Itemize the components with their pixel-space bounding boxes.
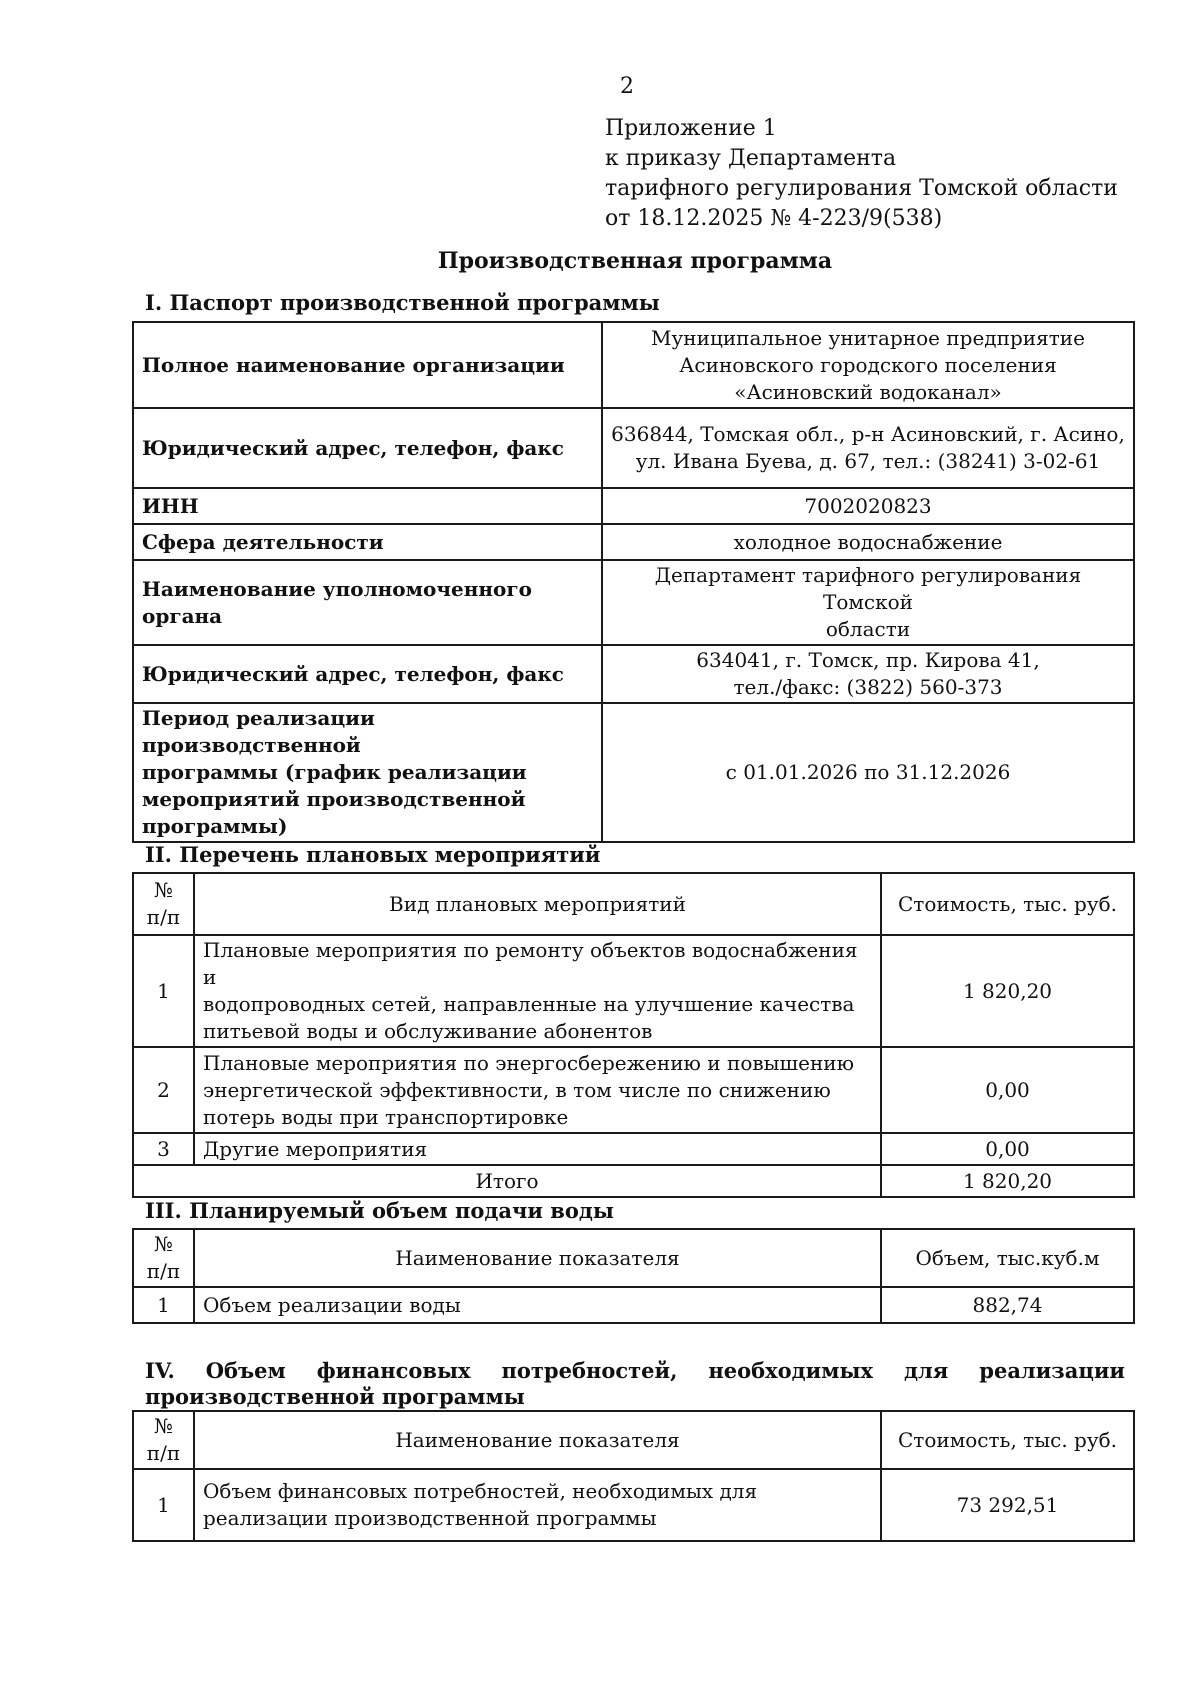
table-row: [133, 488, 1134, 524]
column-header-cost: Стоимость, тыс. руб.: [881, 1411, 1134, 1469]
value-line: области: [825, 617, 911, 641]
table-row: [133, 935, 1134, 1047]
row-cost: 0,00: [881, 1047, 1134, 1133]
name-line: водопроводных сетей, направленные на улучшение качества: [203, 992, 855, 1016]
row-label: ИНН: [133, 488, 602, 524]
header-line: №: [154, 878, 173, 902]
row-name: [194, 935, 881, 1047]
row-value: [602, 524, 1134, 560]
row-name: [194, 1047, 881, 1133]
table-row: [133, 1469, 1134, 1541]
table-header-row: [133, 873, 1134, 935]
name-line: реализации производственной программы: [203, 1506, 657, 1530]
table-row: [133, 560, 1134, 645]
label-line: программы): [142, 814, 288, 838]
measures-table: [132, 872, 1135, 1198]
value-line: 7002020823: [804, 493, 932, 518]
table-header-row: [133, 1229, 1134, 1287]
row-label: Сфера деятельности: [133, 524, 602, 560]
table-total-row: [133, 1165, 1134, 1197]
header-line: №: [154, 1232, 173, 1256]
table-row: [133, 408, 1134, 488]
section-heading-measures: II. Перечень плановых мероприятий: [145, 842, 601, 867]
value-line: тел./факс: (3822) 560-373: [733, 675, 1003, 699]
column-header-cost: Стоимость, тыс. руб.: [881, 873, 1134, 935]
table-row: [133, 1287, 1134, 1323]
row-number: 1: [133, 935, 194, 1047]
column-header-number: [133, 1411, 194, 1469]
name-line: Плановые мероприятия по энергосбережению и повышению: [203, 1050, 855, 1075]
page-number: 2: [620, 74, 634, 99]
column-header-name: Наименование показателя: [194, 1229, 881, 1287]
row-number: 1: [133, 1287, 194, 1323]
row-number: 2: [133, 1047, 194, 1133]
financial-needs-table: [132, 1410, 1135, 1542]
value-line: с 01.01.2026 по 31.12.2026: [725, 760, 1011, 784]
row-name: [194, 1469, 881, 1541]
row-value: [602, 560, 1134, 645]
name-line: Другие мероприятия: [203, 1136, 428, 1161]
table-row: [133, 645, 1134, 703]
row-label: Юридический адрес, телефон, факс: [133, 408, 602, 488]
row-value: [602, 408, 1134, 488]
table-row: [133, 1133, 1134, 1165]
appendix-line: от 18.12.2025 № 4-223/9(538): [605, 206, 943, 231]
column-header-number: [133, 873, 194, 935]
label-line: мероприятий производственной: [142, 787, 526, 811]
row-value: [602, 703, 1134, 842]
name-line: питьевой воды и обслуживание абонентов: [203, 1019, 653, 1043]
row-value: [602, 322, 1134, 408]
row-name: Объем реализации воды: [194, 1287, 881, 1323]
section-heading-water-volume: III. Планируемый объем подачи воды: [145, 1198, 614, 1223]
row-number: 1: [133, 1469, 194, 1541]
row-label: Юридический адрес, телефон, факс: [133, 645, 602, 703]
value-line: 636844, Томская обл., р-н Асиновский, г. Асино,: [611, 422, 1125, 446]
column-header-name: Вид плановых мероприятий: [194, 873, 881, 935]
table-header-row: [133, 1411, 1134, 1469]
row-volume: 882,74: [881, 1287, 1134, 1323]
row-value: [602, 645, 1134, 703]
row-label: Полное наименование организации: [133, 322, 602, 408]
table-row: [133, 1047, 1134, 1133]
appendix-line: к приказу Департамента: [605, 146, 897, 171]
name-line: энергетической эффективности, в том числе по снижению: [203, 1077, 831, 1102]
label-line: Период реализации производственной: [142, 706, 375, 757]
row-cost: 1 820,20: [881, 935, 1134, 1047]
appendix-line: Приложение 1: [605, 116, 777, 141]
header-line: п/п: [146, 1441, 181, 1465]
document-title: Производственная программа: [437, 248, 833, 274]
value-line: ул. Ивана Буева, д. 67, тел.: (38241) 3-02-61: [635, 449, 1101, 473]
value-line: Асиновского городского поселения: [679, 352, 1057, 377]
row-label: [133, 703, 602, 842]
total-cost: 1 820,20: [881, 1165, 1134, 1197]
value-line: холодное водоснабжение: [733, 529, 1003, 554]
value-line: 634041, г. Томск, пр. Кирова 41,: [696, 648, 1040, 672]
header-line: №: [154, 1414, 173, 1438]
total-label: Итого: [133, 1165, 881, 1197]
row-label: Наименование уполномоченного органа: [133, 560, 602, 645]
column-header-volume: Объем, тыс.куб.м: [881, 1229, 1134, 1287]
section-heading-passport: I. Паспорт производственной программы: [145, 290, 660, 315]
name-line: Плановые мероприятия по ремонту объектов водоснабжения и: [203, 938, 858, 989]
row-cost: 73 292,51: [881, 1469, 1134, 1541]
header-line: п/п: [146, 1259, 181, 1283]
value-line: Муниципальное унитарное предприятие: [651, 325, 1085, 350]
name-line: Объем финансовых потребностей, необходимых для: [203, 1479, 758, 1503]
name-line: потерь воды при транспортировке: [203, 1104, 569, 1129]
appendix-block: [605, 114, 1118, 234]
row-cost: 0,00: [881, 1133, 1134, 1165]
column-header-name: Наименование показателя: [194, 1411, 881, 1469]
appendix-line: тарифного регулирования Томской области: [605, 176, 1118, 201]
value-line: «Асиновский водоканал»: [734, 379, 1002, 404]
column-header-number: [133, 1229, 194, 1287]
row-value: [602, 488, 1134, 524]
value-line: Департамент тарифного регулирования Томской: [654, 563, 1082, 614]
row-name: [194, 1133, 881, 1165]
header-line: п/п: [146, 905, 181, 929]
section-heading-financial-needs: IV. Объем финансовых потребностей, необходимых для реализации производственной программы: [145, 1358, 1125, 1409]
passport-table: [132, 321, 1135, 843]
row-number: 3: [133, 1133, 194, 1165]
table-row: [133, 322, 1134, 408]
label-line: программы (график реализации: [142, 760, 527, 784]
water-volume-table: [132, 1228, 1135, 1324]
table-row: [133, 703, 1134, 842]
table-row: [133, 524, 1134, 560]
